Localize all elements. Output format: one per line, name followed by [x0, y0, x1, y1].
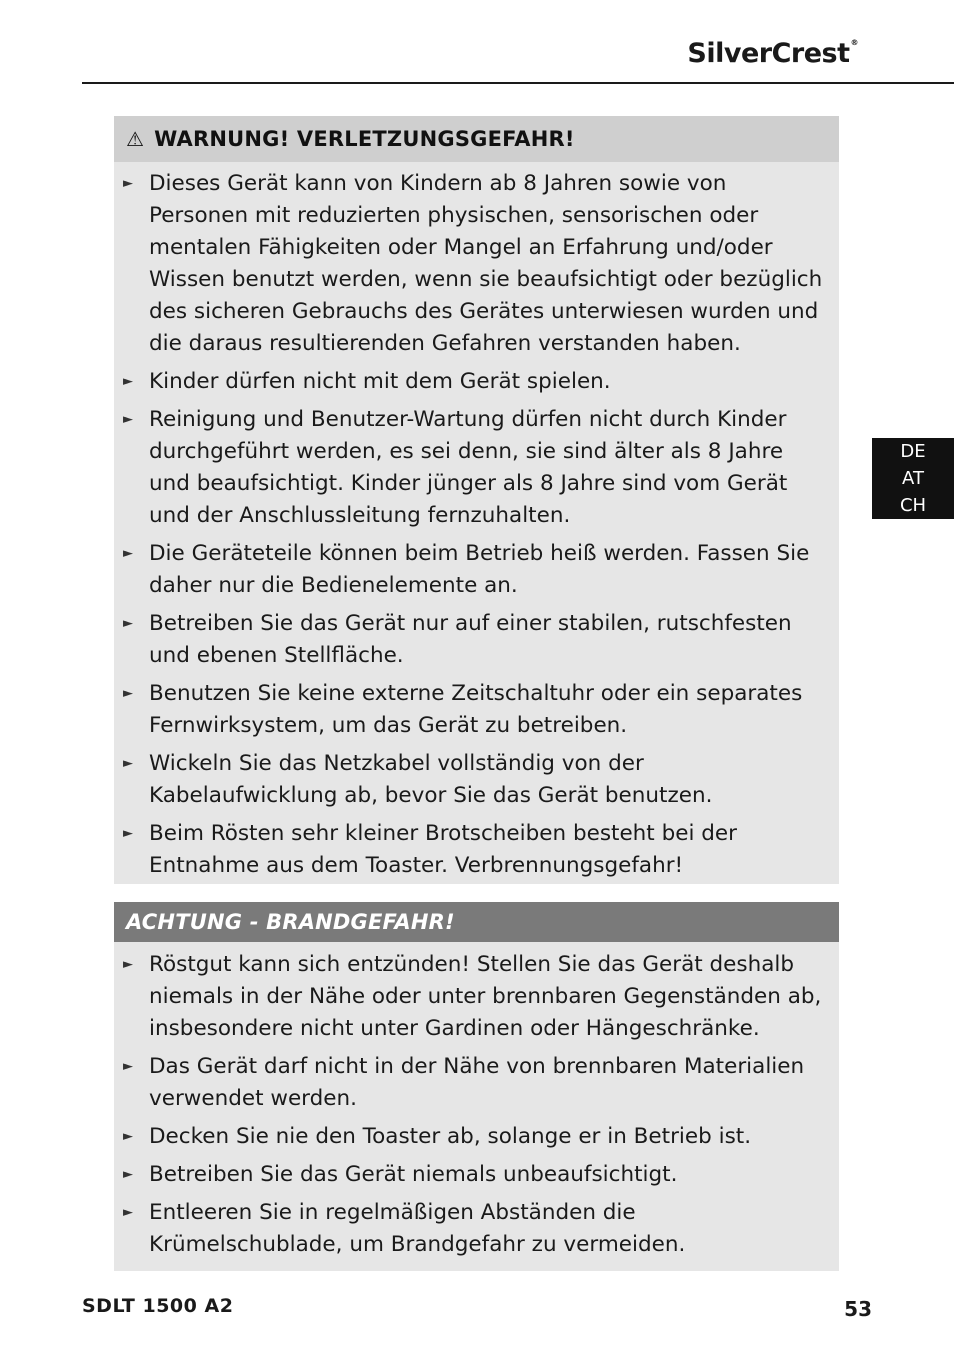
brand-name: SilverCrest: [687, 38, 850, 69]
page-number: 53: [844, 1297, 872, 1321]
list-item-text: Beim Rösten sehr kleiner Brotscheiben besteht bei der Entnahme aus dem Toaster. Verbrennungsgefahr!: [149, 821, 737, 878]
list-item-text: Reinigung und Benutzer-Wartung dürfen nicht durch Kinder durchgeführt werden, es sei denn, sie sind älter als 8 Jahre und beaufsichtigt. Kinder jünger als 8 Jahre sind vom Gerät und der Anschlussleitung fernzuhalten.: [149, 407, 788, 528]
lang-ch: CH: [899, 495, 927, 516]
list-item: [114, 608, 829, 672]
list-item: [114, 1159, 829, 1191]
list-item: [114, 1197, 829, 1261]
bullet-arrow-icon: ►: [123, 546, 133, 561]
warning-list: [114, 162, 839, 882]
caution-heading: [114, 902, 839, 942]
list-item: [114, 1051, 829, 1115]
list-item: [114, 168, 829, 360]
list-item-text: Entleeren Sie in regelmäßigen Abständen die Krümelschublade, um Brandgefahr zu vermeiden.: [149, 1200, 686, 1257]
bullet-arrow-icon: ►: [123, 616, 133, 631]
list-item: [114, 404, 829, 532]
warning-heading: [114, 116, 839, 162]
bullet-arrow-icon: ►: [123, 826, 133, 841]
list-item-text: Wickeln Sie das Netzkabel vollständig von der Kabelaufwicklung ab, bevor Sie das Gerät benutzen.: [149, 751, 713, 808]
list-item-text: Benutzen Sie keine externe Zeitschaltuhr oder ein separates Fernwirksystem, um das Gerät zu betreiben.: [149, 681, 803, 738]
bullet-arrow-icon: ►: [123, 686, 133, 701]
list-item-text: Betreiben Sie das Gerät nur auf einer stabilen, rutschfesten und ebenen Stellfläche.: [149, 611, 792, 668]
caution-box: [114, 902, 839, 1271]
list-item: [114, 678, 829, 742]
list-item-text: Decken Sie nie den Toaster ab, solange er in Betrieb ist.: [149, 1124, 752, 1149]
registered-mark: ®: [850, 38, 858, 47]
list-item: [114, 818, 829, 882]
bullet-arrow-icon: ►: [123, 374, 133, 389]
caution-title: ACHTUNG - BRANDGEFAHR!: [126, 910, 455, 934]
list-item-text: Betreiben Sie das Gerät niemals unbeaufsichtigt.: [149, 1162, 678, 1187]
warning-box: [114, 116, 839, 884]
model-number: SDLT 1500 A2: [82, 1295, 234, 1317]
list-item: [114, 538, 829, 602]
brand-logo: [687, 38, 858, 69]
list-item-text: Röstgut kann sich entzünden! Stellen Sie das Gerät deshalb niemals in der Nähe oder unter brennbaren Gegenständen ab, insbesondere nicht unter Gardinen oder Hängeschränke.: [149, 952, 822, 1041]
warning-title: WARNUNG! VERLETZUNGSGEFAHR!: [154, 127, 575, 151]
list-item-text: Die Geräteteile können beim Betrieb heiß werden. Fassen Sie daher nur die Bedienelemente an.: [149, 541, 810, 598]
list-item: [114, 748, 829, 812]
lang-at: AT: [902, 468, 924, 489]
list-item: [114, 1121, 829, 1153]
bullet-arrow-icon: ►: [123, 1059, 133, 1074]
list-item: [114, 949, 829, 1045]
caution-list: [114, 942, 839, 1261]
warning-triangle-icon: ⚠: [126, 127, 145, 151]
list-item-text: Kinder dürfen nicht mit dem Gerät spielen.: [149, 369, 611, 394]
bullet-arrow-icon: ►: [123, 756, 133, 771]
bullet-arrow-icon: ►: [123, 1129, 133, 1144]
header-divider: [82, 82, 954, 84]
list-item-text: Das Gerät darf nicht in der Nähe von brennbaren Materialien verwendet werden.: [149, 1054, 805, 1111]
bullet-arrow-icon: ►: [123, 176, 133, 191]
bullet-arrow-icon: ►: [123, 1205, 133, 1220]
list-item-text: Dieses Gerät kann von Kindern ab 8 Jahren sowie von Personen mit reduzierten physischen, sensorischen oder mentalen Fähigkeiten oder Mangel an Erfahrung und/oder Wissen benutzt werden, wenn sie beaufsichtigt oder bezüglich des sicheren Gebrauchs des Gerätes unterwiesen wurden und die daraus resultierenden Gefahren verstanden haben.: [149, 171, 823, 356]
bullet-arrow-icon: ►: [123, 957, 133, 972]
language-tab: [872, 438, 954, 519]
lang-de: DE: [900, 441, 926, 462]
bullet-arrow-icon: ►: [123, 1167, 133, 1182]
list-item: [114, 366, 829, 398]
bullet-arrow-icon: ►: [123, 412, 133, 427]
